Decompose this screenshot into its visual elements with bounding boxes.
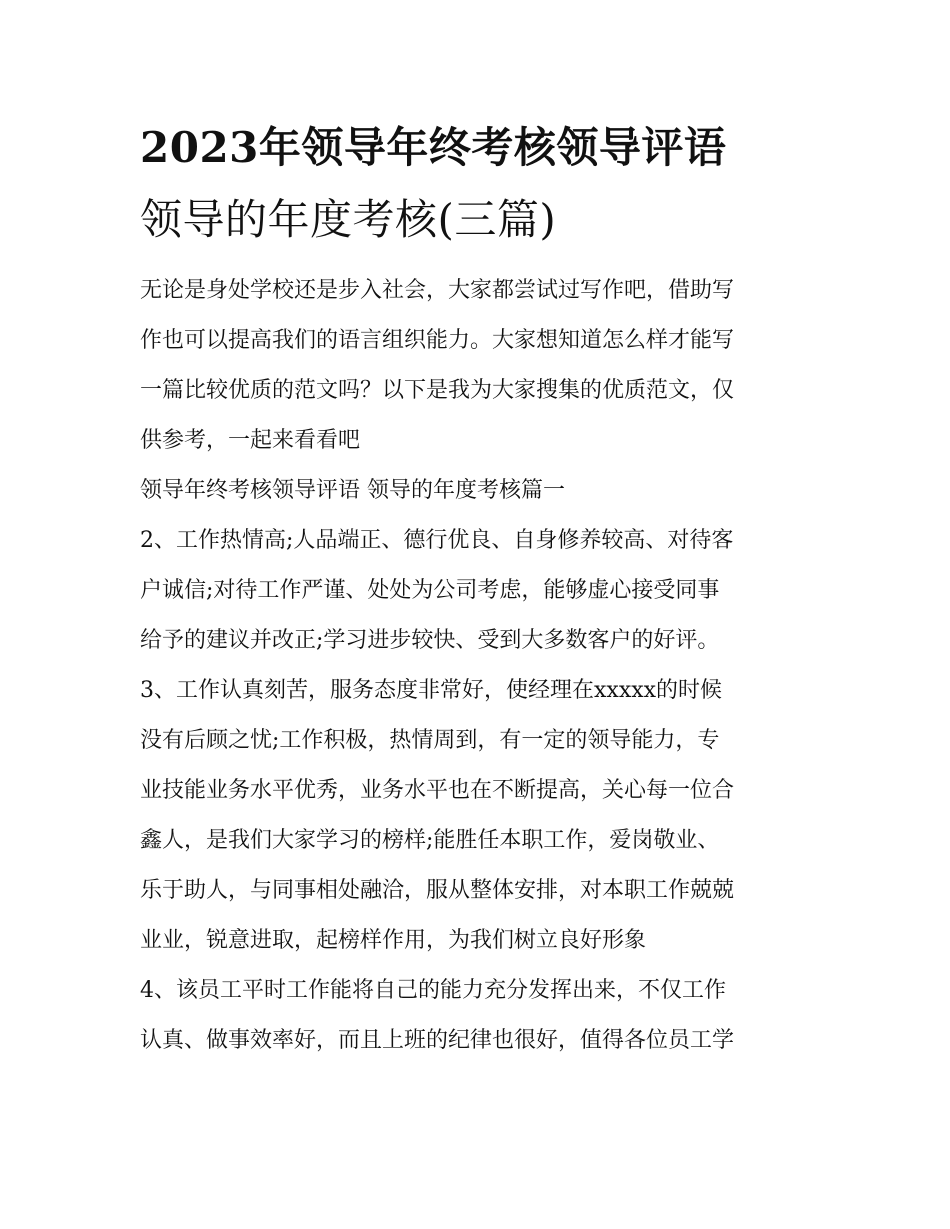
item-3-line: 没有后顾之忧;工作积极，热情周到，有一定的领导能力，专	[140, 728, 720, 753]
item-3-line: 3、工作认真刻苦，服务态度非常好，使经理在xxxxx的时候	[140, 678, 723, 703]
item-3-line: 乐于助人，与同事相处融洽，服从整体安排，对本职工作兢兢	[140, 878, 735, 903]
intro-line: 无论是身处学校还是步入社会，大家都尝试过写作吧，借助写	[140, 278, 735, 303]
document-page	[140, 112, 812, 1066]
item-3-line: 业业，锐意进取，起榜样作用，为我们树立良好形象	[140, 928, 647, 953]
document-title	[140, 112, 812, 256]
item-3-paragraph	[140, 666, 812, 966]
title-line-2: 领导的年度考核(三篇)	[140, 195, 557, 244]
title-line-1: 2023年领导年终考核领导评语	[140, 123, 727, 172]
item-4-paragraph	[140, 966, 812, 1066]
section-heading: 领导年终考核领导评语 领导的年度考核篇一	[140, 478, 565, 503]
item-2-line: 给予的建议并改正;学习进步较快、受到大多数客户的好评。	[140, 628, 720, 653]
item-2-line: 2、工作热情高;人品端正、德行优良、自身修养较高、对待客	[140, 528, 734, 553]
item-2-paragraph	[140, 516, 812, 666]
item-4-line: 认真、做事效率好，而且上班的纪律也很好，值得各位员工学	[140, 1028, 735, 1053]
item-3-line: 业技能业务水平优秀，业务水平也在不断提高，关心每一位合	[140, 778, 735, 803]
intro-line: 作也可以提高我们的语言组织能力。大家想知道怎么样才能写	[140, 328, 735, 353]
item-3-line: 鑫人，是我们大家学习的榜样;能胜任本职工作，爱岗敬业、	[140, 828, 720, 853]
item-4-line: 4、该员工平时工作能将自己的能力充分发挥出来，不仅工作	[140, 978, 726, 1003]
item-2-line: 户诚信;对待工作严谨、处处为公司考虑，能够虚心接受同事	[140, 578, 720, 603]
intro-line: 一篇比较优质的范文吗？以下是我为大家搜集的优质范文，仅	[140, 378, 735, 403]
intro-line: 供参考，一起来看看吧	[140, 428, 361, 453]
intro-paragraph	[140, 266, 812, 466]
